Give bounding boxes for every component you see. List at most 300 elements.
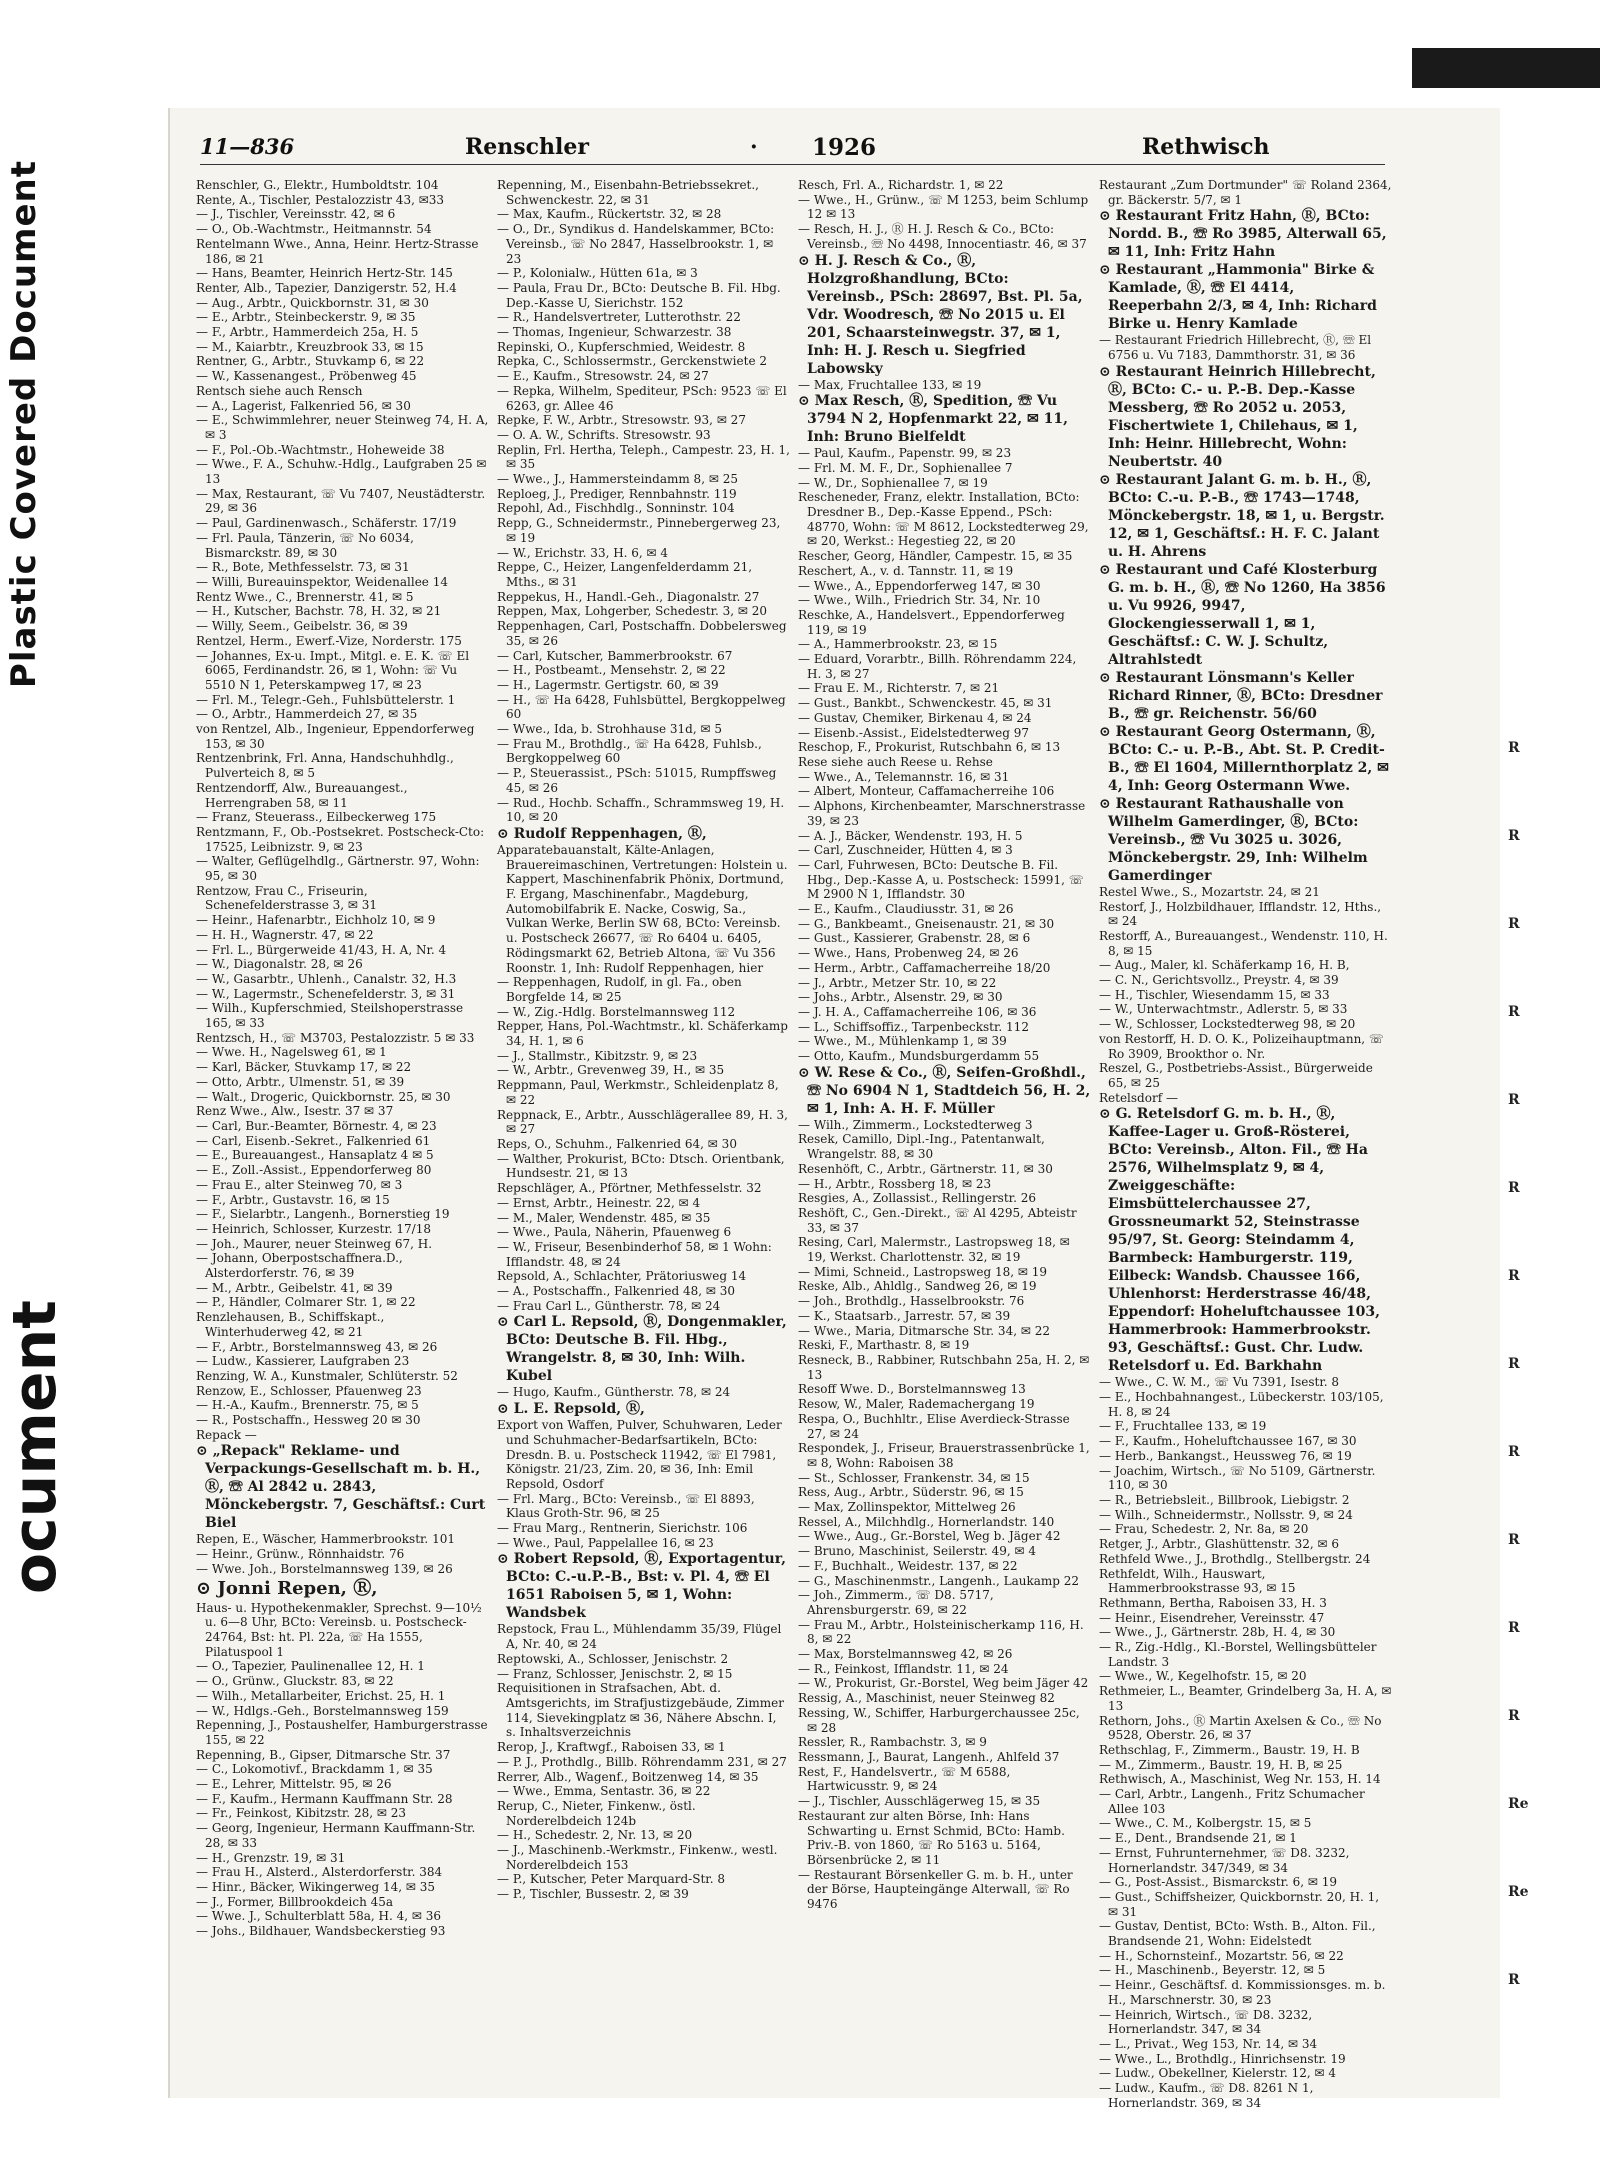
directory-entry: Resing, Carl, Malermstr., Lastropsweg 18, ✉ 19, Werkst. Charlottenstr. 32, ✉ 19 — [798, 1235, 1070, 1265]
directory-entry: ⊙ G. Retelsdorf G. m. b. H., Ⓡ, Kaffee-Lager u. Groß-Rösterei, BCto: Vereinsb., Alton. Fil., ☏ Ha 2576, Wilhelmsplatz 9, ✉ 4, Zweiggeschäfte: Eimsbüttelerchaussee 27, Grossneumarkt 52, Steinstrasse 95/97, St. Georg: Steindamm 4, Barmbeck: Hamburgerstr. 119, Eilbeck: Wandsb. Chaussee 166, Uhlenhorst: Herderstrasse 46/48, Eppendorf: Hoheluftchaussee 103, Hammerbrook: Hammerbrookstr. 93, Geschäftsf.: Gust. Chr. Ludw. Retelsdorf u. Ed. Barkhahn — [1099, 1106, 1381, 1375]
edge-letter: R — [1508, 828, 1520, 844]
edge-letter: R — [1508, 1532, 1520, 1548]
directory-entry: — Franz, Schlosser, Jenischstr. 2, ✉ 15 — [497, 1666, 733, 1681]
directory-entry: — G., Maschinenmstr., Langenh., Laukamp 22 — [798, 1573, 1080, 1588]
directory-entry: Repke, F. W., Arbtr., Stresowstr. 93, ✉ 27 — [497, 413, 746, 428]
directory-entry: — Paul, Kaufm., Papenstr. 99, ✉ 23 — [798, 446, 1012, 461]
directory-entry: — Reppenhagen, Rudolf, in gl. Fa., oben Borgfelde 14, ✉ 25 — [497, 975, 742, 1004]
directory-entry: — H., Arbtr., Rossberg 18, ✉ 23 — [798, 1176, 992, 1191]
directory-entry: — F., Kaufm., Hoheluftchaussee 167, ✉ 30 — [1099, 1434, 1357, 1449]
directory-entry: — Restaurant Friedrich Hillebrecht, Ⓡ, ☏ El 6756 u. Vu 7183, Dammthorstr. 31, ✉ 36 — [1099, 333, 1372, 363]
directory-entry: — H., Lagermstr. Gertigstr. 60, ✉ 39 — [497, 677, 719, 692]
directory-entry: Rethmann, Bertha, Raboisen 33, H. 3 — [1099, 1595, 1327, 1610]
directory-entry: — Frl. L., Bürgerweide 41/43, H. A, Nr. 4 — [196, 942, 447, 957]
directory-entry: — W., Prokurist, Gr.-Borstel, Weg beim Jäger 42 — [798, 1676, 1089, 1691]
directory-entry: Repper, Hans, Pol.-Wachtmstr., kl. Schäferkamp 34, H. 1, ✉ 6 — [497, 1019, 788, 1049]
directory-entry: — Max, Restaurant, ☏ Vu 7407, Neustädterstr. 29, ✉ 36 — [196, 486, 486, 516]
directory-entry: — R., Handelsvertreter, Lutterothstr. 22 — [497, 310, 741, 325]
directory-entry: Renzing, W. A., Kunstmaler, Schlüterstr. 52 — [196, 1368, 458, 1383]
edge-letter: R — [1508, 1356, 1520, 1372]
directory-entry: — Walter, Geflügelhdlg., Gärtnerstr. 97, Wohn: 95, ✉ 30 — [196, 854, 480, 884]
directory-entry: — W., Hdlgs.-Geh., Borstelmannsweg 159 — [196, 1703, 449, 1718]
directory-entry: Rentzel, Herm., Ewerf.-Vize, Norderstr. 175 — [196, 633, 462, 648]
directory-entry: Rerup, C., Nieter, Finkenw., östl. Norderelbdeich 124b — [497, 1798, 696, 1828]
directory-entry: — A., Postschaffn., Falkenried 48, ✉ 30 — [497, 1284, 735, 1299]
directory-entry: — Willi, Bureauinspektor, Weidenallee 14 — [196, 574, 448, 589]
directory-entry: — E., Lehrer, Mittelstr. 95, ✉ 26 — [196, 1777, 392, 1792]
edge-letter: R — [1508, 1004, 1520, 1020]
columns — [196, 178, 1392, 2110]
directory-entry: — Ludw., Obekellner, Kielerstr. 12, ✉ 4 — [1099, 2066, 1337, 2081]
directory-entry: — Gustav, Chemiker, Birkenau 4, ✉ 24 — [798, 710, 1032, 725]
directory-entry: — M., Arbtr., Geibelstr. 41, ✉ 39 — [196, 1280, 393, 1295]
directory-entry: — K., Staatsarb., Jarrestr. 57, ✉ 39 — [798, 1308, 1011, 1323]
directory-entry: von Restorff, H. D. O. K., Polizeihauptmann, ☏ Ro 3909, Brookthor o. Nr. — [1099, 1031, 1384, 1061]
directory-entry: Repenning, B., Gipser, Ditmarsche Str. 37 — [196, 1747, 451, 1762]
right-keyword: Rethwisch — [1142, 134, 1270, 160]
directory-entry: — Bruno, Maschinist, Seilerstr. 49, ✉ 4 — [798, 1544, 1037, 1559]
directory-entry: — R., Bote, Methfesselstr. 73, ✉ 31 — [196, 560, 410, 575]
directory-entry: ⊙ Carl L. Repsold, Ⓡ, Dongenmakler, BCto: Deutsche B. Fil. Hbg., Wrangelstr. 8, ✉ 30, Inh: Wilh. Kubel — [497, 1314, 787, 1385]
directory-entry: — Johannes, Ex-u. Impt., Mitgl. e. E. K. ☏ El 6065, Ferdinandstr. 26, ✉ 1, Wohn: ☏ Vu 5510 N 1, Peterskampweg 17, ✉ 23 — [196, 648, 470, 692]
directory-entry: — P., Kolonialw., Hütten 61a, ✉ 3 — [497, 266, 698, 281]
directory-entry: Restorf, J., Holzbildhauer, Ifflandstr. 12, Hths., ✉ 24 — [1099, 899, 1382, 929]
directory-entry: ⊙ Restaurant „Hammonia" Birke & Kamlade, Ⓡ, ☏ El 4414, Reeperbahn 2/3, ✉ 4, Inh: Richard Birke u. Henry Kamlade — [1099, 262, 1377, 333]
directory-entry: Export von Waffen, Pulver, Schuhwaren, Leder und Schuhmacher-Bedarfsartikeln, BCto: Dresdn. B. u. Postscheck 11942, ☏ El 7981, Königstr. 21/23, Zim. 20, ✉ 36, Inh: Emil Repsold, Osdorf — [497, 1418, 782, 1491]
directory-entry: — O., Arbtr., Hammerdeich 27, ✉ 35 — [196, 707, 418, 722]
directory-entry: — Wwe., A., Eppendorferweg 147, ✉ 30 — [798, 578, 1041, 593]
directory-entry: Rethorn, Johs., Ⓡ Martin Axelsen & Co., ☏ No 9528, Oberstr. 26, ✉ 37 — [1099, 1713, 1382, 1743]
directory-entry: — Paula, Frau Dr., BCto: Deutsche B. Fil. Hbg. Dep.-Kasse U, Sierichstr. 152 — [497, 280, 781, 310]
directory-entry: — Carl, Bur.-Beamter, Börnestr. 4, ✉ 23 — [196, 1119, 437, 1133]
directory-entry: — F., Arbtr., Gustavstr. 16, ✉ 15 — [196, 1192, 390, 1207]
directory-entry: Retger, J., Arbtr., Glashüttenstr. 32, ✉ 6 — [1099, 1537, 1339, 1552]
directory-entry: Reski, F., Marthastr. 8, ✉ 19 — [798, 1338, 970, 1353]
directory-entry: — Walt., Drogeric, Quickbornstr. 25, ✉ 30 — [196, 1089, 451, 1104]
directory-entry: — J., Maschinenb.-Werkmstr., Finkenw., westl. Norderelbdeich 153 — [497, 1843, 778, 1872]
directory-entry: — W., Dr., Sophienallee 7, ✉ 19 — [798, 475, 988, 490]
scan-dark-strip — [1412, 48, 1600, 88]
directory-entry: — G., Bankbeamt., Gneisenaustr. 21, ✉ 30 — [798, 916, 1055, 931]
directory-entry: — F., Pol.-Ob.-Wachtmstr., Hoheweide 38 — [196, 442, 445, 457]
directory-entry: — Johs., Bildhauer, Wandsbeckerstieg 93 — [196, 1924, 446, 1939]
directory-entry: — A., Hammerbrookstr. 23, ✉ 15 — [798, 637, 998, 652]
directory-entry: Ress, Aug., Arbtr., Süderstr. 96, ✉ 15 — [798, 1485, 1024, 1500]
directory-page — [168, 108, 1500, 2110]
directory-entry: Renz Wwe., Alw., Isestr. 37 ✉ 37 — [196, 1104, 394, 1119]
directory-entry: Rethmeier, L., Beamter, Grindelberg 3a, H. A, ✉ 13 — [1099, 1684, 1392, 1713]
directory-entry: Reschert, A., v. d. Tannstr. 11, ✉ 19 — [798, 563, 1014, 578]
directory-entry: — Carl, Eisenb.-Sekret., Falkenried 61 — [196, 1133, 431, 1148]
directory-entry: Rentzow, Frau C., Friseurin, Schenefelderstrasse 3, ✉ 31 — [196, 883, 378, 913]
directory-entry: — Wwe., L., Brothdlg., Hinrichsenstr. 19 — [1099, 2051, 1346, 2066]
directory-entry: Renzow, E., Schlosser, Pfauenweg 23 — [196, 1383, 422, 1398]
directory-entry: — Frl. M. M. F., Dr., Sophienallee 7 — [798, 460, 1013, 475]
directory-entry: — H., Postbeamt., Mensehstr. 2, ✉ 22 — [497, 663, 726, 678]
directory-entry: — Joachim, Wirtsch., ☏ No 5109, Gärtnerstr. 110, ✉ 30 — [1099, 1463, 1376, 1493]
directory-entry: Reploeg, J., Prediger, Rennbahnstr. 119 — [497, 486, 737, 501]
directory-entry: — Frl. Paula, Tänzerin, ☏ No 6034, Bismarckstr. 89, ✉ 30 — [196, 530, 414, 560]
directory-entry: ⊙ Restaurant Lönsmann's Keller Richard Rinner, Ⓡ, BCto: Dresdner B., ☏ gr. Reichenstr. 56/60 — [1099, 669, 1383, 722]
directory-entry: — H.-A., Kaufm., Brennerstr. 75, ✉ 5 — [196, 1398, 419, 1413]
left-keyword: Renschler — [465, 134, 589, 160]
directory-entry: — Karl, Bäcker, Stuvkamp 17, ✉ 22 — [196, 1060, 412, 1075]
edge-letter: Re — [1508, 1884, 1529, 1900]
directory-entry: ⊙ Rudolf Reppenhagen, Ⓡ, — [497, 825, 707, 842]
directory-entry: Apparatebauanstalt, Kälte-Anlagen, Brauereimaschinen, Vertretungen: Holstein u. Kappert, Maschinenfabrik Phönix, Dortmund, F. Ergang, Maschinenfabr., Magdeburg, Automobilfabrik E. Nacke, Coswig, Sa., Vulkan Werke, Berlin SW 68, BCto: Vereinsb. u. Postscheck 26677, ☏ Ro 6404 u. 6405, Rödingsmarkt 62, Betrieb Altona, ☏ Vu 356 Roonstr. 1, Inh: Rudolf Reppenhagen, hier — [497, 842, 788, 975]
directory-entry: Rescher, Georg, Händler, Campestr. 15, ✉ 35 — [798, 549, 1073, 564]
directory-entry: — W., Friseur, Besenbinderhof 58, ✉ 1 Wohn: Ifflandstr. 48, ✉ 24 — [497, 1239, 772, 1269]
directory-entry: — Wilh., Zimmerm., Lockstedterweg 3 — [798, 1117, 1033, 1132]
directory-entry: — Wwe., Ida, b. Strohhause 31d, ✉ 5 — [497, 722, 722, 737]
directory-entry: — Johann, Oberpostschaffnera.D., Alsterdorferstr. 76, ✉ 39 — [196, 1251, 403, 1281]
directory-entry: — Joh., Brothdlg., Hasselbrookstr. 76 — [798, 1294, 1025, 1309]
directory-entry: — R., Feinkost, Ifflandstr. 11, ✉ 24 — [798, 1661, 1009, 1676]
directory-entry: Resch, Frl. A., Richardstr. 1, ✉ 22 — [798, 178, 1004, 192]
page-header — [200, 130, 1385, 165]
directory-entry: — Frau E., alter Steinweg 70, ✉ 3 — [196, 1177, 403, 1192]
directory-entry: Repenning, J., Postaushelfer, Hamburgerstrasse 155, ✉ 22 — [196, 1718, 488, 1747]
directory-entry: — Otto, Arbtr., Ulmenstr. 51, ✉ 39 — [196, 1074, 405, 1089]
directory-entry: Rentsch siehe auch Rensch — [196, 383, 363, 398]
directory-entry: Rerop, J., Kraftwgf., Raboisen 33, ✉ 1 — [497, 1740, 726, 1755]
directory-entry: von Rentzel, Alb., Ingenieur, Eppendorferweg 153, ✉ 30 — [196, 722, 475, 751]
directory-entry: — Wilh., Schneidermstr., Nollsstr. 9, ✉ 24 — [1099, 1507, 1353, 1522]
directory-entry: Restel Wwe., S., Mozartstr. 24, ✉ 21 — [1099, 884, 1320, 899]
directory-entry: — Wwe., Maria, Ditmarsche Str. 34, ✉ 22 — [798, 1323, 1050, 1338]
directory-entry: Renzlehausen, B., Schiffskapt., Winterhuderweg 42, ✉ 21 — [196, 1310, 385, 1339]
directory-entry: ⊙ H. J. Resch & Co., Ⓡ, Holzgroßhandlung, BCto: Vereinsb., PSch: 28697, Bst. Pl. 5a, Vdr. Woodresch, ☏ No 2015 u. El 201, Schaarsteinwegstr. 37, ✉ 1, Inh: H. J. Resch u. Siegfried Labowsky — [798, 252, 1083, 377]
directory-entry: — Georg, Ingenieur, Hermann Kauffmann-Str. 28, ✉ 33 — [196, 1821, 476, 1850]
page-number: 11—836 — [200, 134, 295, 159]
directory-entry: ⊙ L. E. Repsold, Ⓡ, — [497, 1401, 645, 1418]
directory-entry: — Wwe., H., Grünw., ☏ M 1253, beim Schlump 12 ✉ 13 — [798, 192, 1089, 222]
directory-entry: Respa, O., Buchhltr., Elise Averdieck-Strasse 27, ✉ 24 — [798, 1411, 1070, 1441]
directory-entry: — Eisenb.-Assist., Eidelstedterweg 97 — [798, 725, 1029, 740]
directory-entry: — O., Grünw., Gluckstr. 83, ✉ 22 — [196, 1674, 394, 1689]
directory-entry: Rentz Wwe., C., Brennerstr. 41, ✉ 5 — [196, 589, 414, 604]
directory-entry: — St., Schlosser, Frankenstr. 34, ✉ 15 — [798, 1470, 1030, 1485]
directory-entry: — Heinrich, Schlosser, Kurzestr. 17/18 — [196, 1221, 431, 1236]
edge-letter: R — [1508, 740, 1520, 756]
directory-entry: Repschläger, A., Pförtner, Methfesselstr. 32 — [497, 1181, 762, 1196]
directory-entry: — F., Arbtr., Hammerdeich 25a, H. 5 — [196, 325, 419, 340]
directory-entry: Repack — — [196, 1427, 257, 1442]
directory-entry: — Fr., Feinkost, Kibitzstr. 28, ✉ 23 — [196, 1806, 406, 1821]
directory-entry: — Wwe., F. A., Schuhw.-Hdlg., Laufgraben 25 ✉ 13 — [196, 457, 487, 487]
directory-entry: — H. H., Wagnerstr. 47, ✉ 22 — [196, 927, 374, 942]
directory-entry: Restaurant „Zum Dortmunder" ☏ Roland 2364, gr. Bäckerstr. 5/7, ✉ 1 — [1099, 178, 1392, 207]
directory-entry: Ressing, W., Schiffer, Harburgerchaussee 25c, ✉ 28 — [798, 1705, 1080, 1735]
directory-entry: — Aug., Maler, kl. Schäferkamp 16, H. B, — [1099, 958, 1350, 973]
directory-entry: — W., Arbtr., Grevenweg 39, H., ✉ 35 — [497, 1063, 725, 1078]
directory-entry: ⊙ Jonni Repen, Ⓡ, — [196, 1577, 378, 1599]
banner-fragment: ocument — [0, 1300, 70, 1595]
directory-entry: — H., Schornsteinf., Mozartstr. 56, ✉ 22 — [1099, 1948, 1344, 1963]
directory-entry: — J., Stallmstr., Kibitzstr. 9, ✉ 23 — [497, 1048, 698, 1063]
directory-entry: — G., Post-Assist., Bismarckstr. 6, ✉ 19 — [1099, 1875, 1338, 1890]
directory-entry: — Max, Zollinspektor, Mittelweg 26 — [798, 1500, 1016, 1515]
directory-entry: — Gustav, Dentist, BCto: Wsth. B., Alton. Fil., Brandsende 21, Wohn: Eidelstedt — [1099, 1919, 1376, 1949]
directory-entry: — H., Schedestr. 2, Nr. 13, ✉ 20 — [497, 1828, 693, 1843]
directory-entry: Rente, A., Tischler, Pestalozzistr 43, ✉33 — [196, 192, 445, 207]
directory-entry: — Wwe., Paul, Pappelallee 16, ✉ 23 — [497, 1535, 714, 1550]
directory-entry: — Franz, Steuerass., Eilbeckerweg 175 — [196, 810, 437, 825]
directory-entry: — Willy, Seem., Geibelstr. 36, ✉ 39 — [196, 619, 408, 634]
directory-entry: ⊙ Restaurant Georg Ostermann, Ⓡ, BCto: C.- u. P.-B., Abt. St. P. Credit-B., ☏ El 1604, Millernthorplatz 2, ✉ 4, Inh: Georg Ostermann Wwe. — [1099, 723, 1389, 794]
directory-entry: — P. J., Prothdlg., Billb. Röhrendamm 231, ✉ 27 — [497, 1754, 787, 1769]
directory-entry: — E., Zoll.-Assist., Eppendorferweg 80 — [196, 1163, 432, 1178]
directory-entry: Reschke, A., Handelsvert., Eppendorferweg 119, ✉ 19 — [798, 607, 1065, 637]
edge-letter: R — [1508, 1180, 1520, 1196]
directory-entry: — P., Kutscher, Peter Marquard-Str. 8 — [497, 1872, 725, 1887]
directory-entry: Repinski, O., Kupferschmied, Weidestr. 8 — [497, 339, 746, 354]
directory-entry: — Ernst, Arbtr., Heinestr. 22, ✉ 4 — [497, 1195, 701, 1210]
directory-entry: — Frl. M., Telegr.-Geh., Fuhlsbüttelerstr. 1 — [196, 692, 456, 707]
directory-entry: — Frau M., Brothdlg., ☏ Ha 6428, Fuhlsb., Bergkoppelweg 60 — [497, 736, 762, 766]
directory-entry: Rese siehe auch Reese u. Rehse — [798, 754, 993, 769]
directory-entry: — E., Kaufm., Stresowstr. 24, ✉ 27 — [497, 369, 709, 384]
directory-entry: — H., ☏ Ha 6428, Fuhlsbüttel, Bergkoppelweg 60 — [497, 692, 786, 722]
directory-entry: — Wwe., C. W. M., ☏ Vu 7391, Isestr. 8 — [1099, 1375, 1340, 1390]
directory-entry: Reppmann, Paul, Werkmstr., Schleidenplatz 8, ✉ 22 — [497, 1078, 779, 1107]
directory-entry: Renter, Alb., Tapezier, Danzigerstr. 52, H.4 — [196, 280, 457, 295]
directory-entry: Rethwisch, A., Maschinist, Weg Nr. 153, H. 14 — [1099, 1772, 1381, 1787]
directory-entry: — Heinr., Hafenarbtr., Eichholz 10, ✉ 9 — [196, 913, 436, 928]
directory-entry: — M., Maler, Wendenstr. 485, ✉ 35 — [497, 1210, 711, 1225]
directory-entry: — Hugo, Kaufm., Güntherstr. 78, ✉ 24 — [497, 1385, 731, 1400]
directory-entry: — H., Grenzstr. 19, ✉ 31 — [196, 1850, 346, 1865]
header-separator: · — [750, 134, 758, 160]
right-edge-fragments — [1500, 120, 1540, 2080]
edge-letter: R — [1508, 1972, 1520, 1988]
directory-entry: — Wwe., Emma, Sentastr. 36, ✉ 22 — [497, 1784, 711, 1799]
directory-entry: — Eduard, Vorarbtr., Billh. Röhrendamm 224, H. 3, ✉ 27 — [798, 652, 1077, 681]
directory-entry: Repohl, Ad., Fischhdlg., Sonninstr. 104 — [497, 501, 735, 516]
directory-entry: — R., Zig.-Hdlg., Kl.-Borstel, Wellingsbütteler Landstr. 3 — [1099, 1640, 1377, 1669]
directory-entry: — W., Gasarbtr., Uhlenh., Canalstr. 32, H.3 — [196, 971, 457, 986]
directory-entry: — Ludw., Kassierer, Laufgraben 23 — [196, 1354, 410, 1369]
directory-entry: — Gust., Bankbt., Schwenckestr. 45, ✉ 31 — [798, 696, 1053, 711]
directory-entry: — Wwe., W., Kegelhofstr. 15, ✉ 20 — [1099, 1669, 1307, 1684]
directory-entry: — Otto, Kaufm., Mundsburgerdamm 55 — [798, 1049, 1040, 1064]
directory-entry: Rest, F., Handelsvertr., ☏ M 6588, Hartwicusstr. 9, ✉ 24 — [798, 1764, 1011, 1794]
directory-entry: — O. A. W., Schrifts. Stresowstr. 93 — [497, 427, 711, 442]
directory-entry: Requisitionen in Strafsachen, Abt. d. Amtsgerichts, im Strafjustizgebäude, Zimmer 114, Sievekingplatz ✉ 36, Nähere Abschn. I, s. Inhaltsverzeichnis — [497, 1681, 784, 1740]
directory-entry: Repka, C., Schlossermstr., Gerckenstwiete 2 — [497, 354, 767, 369]
directory-entry: Reshöft, C., Gen.-Direkt., ☏ Al 4295, Abteistr 33, ✉ 37 — [798, 1205, 1077, 1235]
directory-entry: Rentzenbrink, Frl. Anna, Handschuhhdlg., Pulverteich 8, ✉ 5 — [196, 751, 454, 781]
directory-entry: — A. J., Bäcker, Wendenstr. 193, H. 5 — [798, 828, 1023, 843]
directory-entry: — Hinr., Bäcker, Wikingerweg 14, ✉ 35 — [196, 1879, 436, 1894]
directory-entry: — W., Kassenangest., Pröbenweg 45 — [196, 369, 417, 384]
directory-entry: — C. N., Gerichtsvollz., Preystr. 4, ✉ 39 — [1099, 973, 1339, 988]
edge-letter: Re — [1508, 1796, 1529, 1812]
directory-entry: Resek, Camillo, Dipl.-Ing., Patentanwalt, Wrangelstr. 88, ✉ 30 — [798, 1132, 1045, 1162]
directory-entry: — E., Hochbahnangest., Lübeckerstr. 103/105, H. 8, ✉ 24 — [1099, 1390, 1384, 1419]
banner-title: Plastic Covered Document — [4, 160, 44, 689]
column-2 — [497, 178, 790, 2058]
directory-entry: Haus- u. Hypothekenmakler, Sprechst. 9—10½ u. 6—8 Uhr, BCto: Vereinsb. u. Postscheck- 24764, Bst: ht. Pl. 22a, ☏ Ha 1555, Pilatuspool 1 — [196, 1600, 482, 1659]
directory-entry: — Herm., Arbtr., Caffamacherreihe 18/20 — [798, 960, 1051, 975]
directory-entry: Rethschlag, F., Zimmerm., Baustr. 19, H. B — [1099, 1742, 1360, 1757]
directory-entry: — Wwe., J., Hammersteindamm 8, ✉ 25 — [497, 472, 738, 487]
directory-entry: — Heinr., Grünw., Rönnhaidstr. 76 — [196, 1547, 405, 1562]
directory-entry: Reppenhagen, Carl, Postschaffn. Dobbelersweg 35, ✉ 26 — [497, 619, 787, 648]
directory-entry: — Aug., Arbtr., Quickbornstr. 31, ✉ 30 — [196, 295, 429, 310]
directory-entry: ⊙ Restaurant Jalant G. m. b. H., Ⓡ, BCto: C.-u. P.-B., ☏ 1743—1748, Mönckebergstr. 18, ✉ 1, u. Bergstr. 12, ✉ 1, Geschäftsf.: H. F. C. Jalant u. H. Ahrens — [1099, 471, 1385, 560]
directory-entry: Rentner, G., Arbtr., Stuvkamp 6, ✉ 22 — [196, 354, 425, 369]
edge-letter: R — [1508, 1268, 1520, 1284]
directory-entry: — Max, Kaufm., Rückertstr. 32, ✉ 28 — [497, 207, 722, 222]
column-1 — [196, 178, 489, 2058]
edge-letter: R — [1508, 1092, 1520, 1108]
directory-entry: — Wwe., J., Gärtnerstr. 28b, H. 4, ✉ 30 — [1099, 1625, 1336, 1640]
directory-entry: — Carl, Arbtr., Langenh., Fritz Schumacher Allee 103 — [1099, 1787, 1365, 1816]
directory-entry: — J., Arbtr., Metzer Str. 10, ✉ 22 — [798, 975, 997, 990]
directory-entry: — A., Lagerist, Falkenried 56, ✉ 30 — [196, 398, 411, 413]
directory-entry: — P., Händler, Colmarer Str. 1, ✉ 22 — [196, 1295, 416, 1310]
directory-entry: Retelsdorf — — [1099, 1090, 1178, 1105]
directory-entry: Ressel, A., Milchhdlg., Hornerlandstr. 140 — [798, 1514, 1055, 1529]
directory-entry: — Rud., Hochb. Schaffn., Schrammsweg 19, H. 10, ✉ 20 — [497, 795, 785, 825]
directory-entry: — Mimi, Schneid., Lastropsweg 18, ✉ 19 — [798, 1264, 1048, 1279]
directory-entry: — Heinr., Geschäftsf. d. Kommissionsges. m. b. H., Marschnerstr. 30, ✉ 23 — [1099, 1978, 1386, 2007]
directory-entry: — Walther, Prokurist, BCto: Dtsch. Orientbank, Hundsestr. 21, ✉ 13 — [497, 1151, 785, 1181]
directory-entry: — F., Sielarbtr., Langenh., Bornerstieg 19 — [196, 1207, 450, 1222]
directory-entry: — F., Buchhalt., Weidestr. 137, ✉ 22 — [798, 1558, 1018, 1573]
directory-entry: Resneck, B., Rabbiner, Rutschbahn 25a, H. 2, ✉ 13 — [798, 1353, 1090, 1382]
directory-entry: — Ernst, Fuhrunternehmer, ☏ D8. 3232, Hornerlandstr. 347/349, ✉ 34 — [1099, 1845, 1350, 1875]
directory-entry: ⊙ Restaurant Rathaushalle von Wilhelm Gamerdinger, Ⓡ, BCto: Vereinsb., ☏ Vu 3025 u. 3026, Mönckebergstr. 29, Inh: Wilhelm Gamerdinger — [1099, 795, 1368, 884]
directory-entry: — W., Schlosser, Lockstedterweg 98, ✉ 20 — [1099, 1017, 1356, 1032]
directory-entry: — Frau Marg., Rentnerin, Sierichstr. 106 — [497, 1521, 748, 1536]
directory-entry: — Joh., Maurer, neuer Steinweg 67, H. — [196, 1236, 433, 1251]
directory-entry: — Frau, Schedestr. 2, Nr. 8a, ✉ 20 — [1099, 1522, 1309, 1537]
directory-entry: ⊙ W. Rese & Co., Ⓡ, Seifen-Großhdl., ☏ No 6904 N 1, Stadtdeich 56, H. 2, ✉ 1, Inh: A. H. F. Müller — [798, 1064, 1091, 1117]
directory-entry: Repen, E., Wäscher, Hammerbrookstr. 101 — [196, 1532, 455, 1547]
directory-entry: — Carl, Zuschneider, Hütten 4, ✉ 3 — [798, 843, 1013, 858]
directory-entry: — J., Tischler, Vereinsstr. 42, ✉ 6 — [196, 207, 396, 222]
directory-entry: Resoff Wwe. D., Borstelmannsweg 13 — [798, 1382, 1026, 1397]
directory-entry: — Frau E. M., Richterstr. 7, ✉ 21 — [798, 681, 1000, 696]
directory-entry: Repsold, A., Schlachter, Prätoriusweg 14 — [497, 1269, 747, 1284]
directory-entry: Respondek, J., Friseur, Brauerstrassenbrücke 1, ✉ 8, Wohn: Raboisen 38 — [798, 1441, 1090, 1470]
directory-entry: — Herb., Bankangst., Heussweg 76, ✉ 19 — [1099, 1448, 1352, 1463]
directory-entry: — M., Zimmerm., Baustr. 19, H. B, ✉ 25 — [1099, 1757, 1343, 1772]
directory-entry: — E., Arbtr., Steinbeckerstr. 9, ✉ 35 — [196, 310, 416, 325]
directory-entry: — Frl. Marg., BCto: Vereinsb., ☏ El 8893, Klaus Groth-Str. 96, ✉ 25 — [497, 1491, 755, 1521]
directory-entry: — F., Kaufm., Hermann Kauffmann Str. 28 — [196, 1791, 453, 1806]
directory-entry: — Max, Borstelmannsweg 42, ✉ 26 — [798, 1647, 1013, 1662]
directory-entry: Reptowski, A., Schlosser, Jenischstr. 2 — [497, 1651, 729, 1666]
directory-entry: — J. H. A., Caffamacherreihe 106, ✉ 36 — [798, 1004, 1037, 1019]
directory-entry: Reppen, Max, Lohgerber, Schedestr. 3, ✉ 20 — [497, 604, 768, 619]
directory-entry: — W., Zig.-Hdlg. Borstelmannsweg 112 — [497, 1004, 736, 1019]
edge-letter: R — [1508, 1620, 1520, 1636]
directory-entry: — Wilh., Metallarbeiter, Erichst. 25, H. 1 — [196, 1688, 446, 1703]
directory-entry: ⊙ „Repack" Reklame- und Verpackungs-Gesellschaft m. b. H., Ⓡ, ☏ Al 2842 u. 2843, Mönckebergstr. 7, Geschäftsf.: Curt Biel — [196, 1443, 486, 1532]
directory-entry: Rethfeld Wwe., J., Brothdlg., Stellbergstr. 24 — [1099, 1551, 1371, 1566]
directory-entry: Reschop, F., Prokurist, Rutschbahn 6, ✉ 13 — [798, 740, 1061, 755]
directory-entry: — R., Betriebsleit., Billbrook, Liebigstr. 2 — [1099, 1492, 1350, 1507]
directory-entry: Rethfeldt, Wilh., Hauswart, Hammerbrookstrasse 93, ✉ 15 — [1099, 1566, 1296, 1596]
directory-entry: ⊙ Restaurant Heinrich Hillebrecht, Ⓡ, BCto: C.- u. P.-B. Dep.-Kasse Messberg, ☏ Ro 2052 u. 2053, Fischertwiete 1, Chilehaus, ✉ 1, Inh: Heinr. Hillebrecht, Wohn: Neubertstr. 40 — [1099, 363, 1376, 470]
year: 1926 — [812, 134, 877, 161]
directory-entry: Rentzendorff, Alw., Bureauangest., Herrengraben 58, ✉ 11 — [196, 780, 408, 810]
directory-entry: — Heinr., Eisendreher, Vereinsstr. 47 — [1099, 1610, 1325, 1625]
directory-entry: — Max, Fruchtallee 133, ✉ 19 — [798, 377, 982, 392]
directory-entry: — O., Ob.-Wachtmstr., Heitmannstr. 54 — [196, 222, 432, 237]
directory-entry: — Frau M., Arbtr., Holsteinischerkamp 116, H. 8, ✉ 22 — [798, 1617, 1084, 1647]
directory-entry: — H., Maschinenb., Beyerstr. 12, ✉ 5 — [1099, 1963, 1326, 1978]
directory-entry: Repp, G., Schneidermstr., Pinnebergerweg 23, ✉ 19 — [497, 516, 781, 545]
directory-entry: Renschler, G., Elektr., Humboldtstr. 104 — [196, 178, 439, 192]
directory-entry: ⊙ Robert Repsold, Ⓡ, Exportagentur, BCto: C.-u.P.-B., Bst: v. Pl. 4, ☏ El 1651 Raboisen 5, ✉ 1, Wohn: Wandsbek — [497, 1551, 786, 1622]
directory-entry: — Wilh., Kupferschmied, Steilshoperstrasse 165, ✉ 33 — [196, 1001, 464, 1031]
directory-entry: ⊙ Restaurant und Café Klosterburg G. m. b. H., Ⓡ, ☏ No 1260, Ha 3856 u. Vu 9926, 9947, Glockengiesserwall 1, ✉ 1, Geschäftsf.: C. W. J. Schultz, Altrahlstedt — [1099, 561, 1386, 668]
directory-entry: — F., Fruchtallee 133, ✉ 19 — [1099, 1419, 1267, 1434]
directory-entry: Reps, O., Schuhm., Falkenried 64, ✉ 30 — [497, 1137, 737, 1151]
directory-entry: — Wwe., Aug., Gr.-Borstel, Weg b. Jäger 42 — [798, 1529, 1061, 1544]
edge-letter: R — [1508, 916, 1520, 932]
directory-entry: Reppekus, H., Handl.-Geh., Diagonalstr. 27 — [497, 589, 760, 604]
directory-entry: — Hans, Beamter, Heinrich Hertz-Str. 145 — [196, 266, 453, 281]
directory-entry: — H., Kutscher, Bachstr. 78, H. 32, ✉ 21 — [196, 604, 442, 619]
directory-entry: — P., Steuerassist., PSch: 51015, Rumpffsweg 45, ✉ 26 — [497, 766, 777, 795]
directory-entry: — Ludw., Kaufm., ☏ D8. 8261 N 1, Hornerlandstr. 369, ✉ 34 — [1099, 2081, 1314, 2110]
directory-entry: Rentzmann, F., Ob.-Postsekret. Postscheck-Cto: 17525, Leibnizstr. 9, ✉ 23 — [196, 824, 485, 854]
directory-entry: — O., Tapezier, Paulinenallee 12, H. 1 — [196, 1659, 425, 1674]
directory-entry: — H., Tischler, Wiesendamm 15, ✉ 33 — [1099, 987, 1330, 1002]
directory-entry: — Wwe. Joh., Borstelmannsweg 139, ✉ 26 — [196, 1561, 453, 1576]
side-banner — [0, 0, 70, 2177]
directory-entry: Repenning, M., Eisenbahn-Betriebssekret., Schwenckestr. 22, ✉ 31 — [497, 178, 759, 207]
directory-entry: — C., Lokomotivf., Brackdamm 1, ✉ 35 — [196, 1762, 433, 1777]
edge-letter: R — [1508, 1444, 1520, 1460]
directory-entry: — Gust., Schiffsheizer, Quickbornstr. 20, H. 1, ✉ 31 — [1099, 1889, 1380, 1919]
directory-entry: — L., Schiffsoffiz., Tarpenbeckstr. 112 — [798, 1019, 1029, 1034]
directory-entry: — Wwe., M., Mühlenkamp 1, ✉ 39 — [798, 1034, 1007, 1049]
directory-entry: Restaurant zur alten Börse, Inh: Hans Schwarting u. Ernst Schmid, BCto: Hamb. Priv.-B. von 1860, ☏ Ro 5163 u. 5164, Börsenbrücke 2, ✉ 11 — [798, 1808, 1065, 1867]
directory-entry: — E., Bureauangest., Hansaplatz 4 ✉ 5 — [196, 1148, 434, 1163]
directory-entry: Rerrer, Alb., Wagenf., Boitzenweg 14, ✉ 35 — [497, 1769, 759, 1784]
directory-entry: Ressmann, J., Baurat, Langenh., Ahlfeld 37 — [798, 1749, 1060, 1764]
directory-entry: — Wwe. J., Schulterblatt 58a, H. 4, ✉ 36 — [196, 1909, 442, 1924]
directory-entry: — Frau H., Alsterd., Alsterdorferstr. 384 — [196, 1865, 443, 1880]
directory-entry: — Carl, Fuhrwesen, BCto: Deutsche B. Fil. Hbg., Dep.-Kasse A, u. Postscheck: 15991, ☏ M 2900 N 1, Ifflandstr. 30 — [798, 857, 1084, 902]
directory-entry: — Gust., Kassierer, Grabenstr. 28, ✉ 6 — [798, 931, 1031, 946]
directory-entry: — Wwe. H., Nagelsweg 61, ✉ 1 — [196, 1045, 387, 1060]
directory-entry: Replin, Frl. Hertha, Teleph., Campestr. 23, H. 1, ✉ 35 — [497, 442, 790, 472]
directory-entry: Rentzsch, H., ☏ M3703, Pestalozzistr. 5 ✉ 33 — [196, 1030, 475, 1045]
directory-entry: — W., Erichstr. 33, H. 6, ✉ 4 — [497, 545, 669, 560]
directory-entry: — L., Privat., Weg 153, Nr. 14, ✉ 34 — [1099, 2037, 1318, 2051]
directory-entry: — Wwe., Wilh., Friedrich Str. 34, Nr. 10 — [798, 593, 1041, 608]
directory-entry: Resenhöft, C., Arbtr., Gärtnerstr. 11, ✉ 30 — [798, 1161, 1053, 1176]
directory-entry: — W., Lagermstr., Schenefelderstr. 3, ✉ 31 — [196, 986, 456, 1001]
directory-entry: — O., Dr., Syndikus d. Handelskammer, BCto: Vereinsb., ☏ No 2847, Hasselbrookstr. 1, ✉ 23 — [497, 222, 775, 266]
directory-entry: — Wwe., Hans, Probenweg 24, ✉ 26 — [798, 946, 1019, 961]
directory-entry: — F., Arbtr., Borstelmannsweg 43, ✉ 26 — [196, 1339, 438, 1354]
directory-entry: Reske, Alb., Ahldlg., Sandweg 26, ✉ 19 — [798, 1279, 1037, 1294]
directory-entry: — Wwe., A., Telemannstr. 16, ✉ 31 — [798, 769, 1010, 784]
directory-entry: Resow, W., Maler, Rademachergang 19 — [798, 1397, 1035, 1412]
directory-entry: — Heinrich, Wirtsch., ☏ D8. 3232, Hornerlandstr. 347, ✉ 34 — [1099, 2007, 1313, 2037]
directory-entry: — E., Schwimmlehrer, neuer Steinweg 74, H. A, ✉ 3 — [196, 413, 489, 442]
directory-entry: — Carl, Kutscher, Bammerbrookstr. 67 — [497, 648, 733, 663]
directory-entry: — Restaurant Börsenkeller G. m. b. H., unter der Börse, Haupteingänge Alterwall, ☏ Ro 9476 — [798, 1867, 1073, 1912]
